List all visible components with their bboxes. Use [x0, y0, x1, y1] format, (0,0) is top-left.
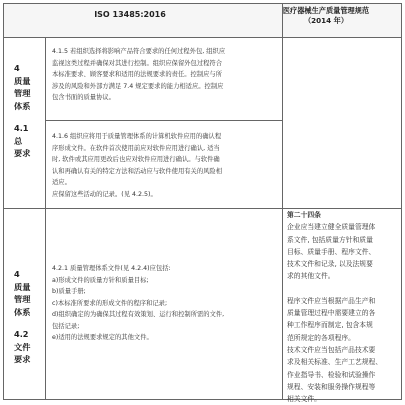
category-line: 要求: [14, 354, 31, 364]
clause-4-1-5: [52, 46, 280, 104]
article-title: 第二十四条: [287, 211, 321, 219]
category-line: 管理: [14, 294, 31, 304]
text-line: 本标准要求、顾客要求和适用的法规要求的责任。控制应与所: [52, 71, 223, 78]
table-header-divider: [3, 37, 402, 38]
category-line: 4: [14, 269, 20, 279]
text-line: 系文件, 包括质量方针和质量: [287, 235, 373, 244]
category-line: 4.1: [14, 123, 29, 133]
category-line: 总: [14, 135, 23, 146]
paragraph-spacer: [287, 283, 399, 295]
text-line: c)本标准所要求的形成文件的程序和记录;: [52, 299, 168, 307]
category-line: 要求: [14, 148, 31, 158]
category-line: 质量: [14, 281, 31, 292]
text-line: 技术文件应当包括产品技术要: [287, 345, 376, 354]
text-line: 4.1.6 组织应将用于质量管理体系的计算机软件应用的确认程: [52, 133, 222, 140]
category-spacer: [14, 318, 38, 328]
text-line: 适应。: [52, 179, 71, 186]
text-line: b)质量手册;: [52, 288, 86, 295]
text-line: 应保留这些活动的记录。(见 4.2.5)。: [52, 190, 157, 198]
text-line: e)适用的法规要求规定的其他文件。: [52, 334, 153, 341]
section1-category: [14, 62, 38, 160]
text-line: 认和再确认有关的特定方法和活动应与软件使用有关的风险相: [52, 167, 223, 175]
category-line: 文件: [14, 341, 31, 352]
text-line: 质量管理过程中需要建立的各: [287, 309, 376, 318]
table-border-top: [3, 3, 402, 4]
category-column-divider: [45, 37, 46, 399]
clause-4-1-6: [52, 131, 280, 200]
text-line: 包括记录;: [52, 322, 80, 330]
text-line: 相关文件。: [287, 395, 321, 404]
table-border-right: [401, 3, 402, 399]
category-line: 4: [14, 63, 20, 73]
text-line: 序形成文件。在软件首次使用前应对软件应用进行确认, 适当: [52, 144, 220, 152]
category-line: 4.2: [14, 329, 29, 339]
text-line: 求及相关标准、生产工艺规程、: [287, 358, 383, 367]
text-line: 目标、质量手册、程序文件、: [287, 247, 376, 256]
text-line: 包含书面的质量协议。: [52, 94, 115, 101]
section2-category: [14, 268, 38, 366]
text-line: 技术文件和记录, 以及法规要: [287, 260, 373, 269]
text-line: 范所规定的各项程序。: [287, 333, 355, 342]
clause-divider: [45, 120, 282, 121]
text-line: 种工作程序而制定, 包含本规: [287, 321, 373, 330]
gmp-title-line1: 医疗器械生产质量管理规范: [282, 6, 370, 15]
table-border-left: [3, 3, 4, 399]
category-line: 体系: [14, 100, 31, 111]
text-line: 监视这类过程并确保对其进行控制。组织应保留外包过程符合: [52, 59, 223, 67]
text-line: 规程、安装和服务操作规程等: [287, 382, 376, 391]
category-line: 质量: [14, 75, 31, 86]
category-spacer: [14, 112, 38, 122]
text-line: d)组织确定的为确保其过程有效策划、运行和控制所需的文件,: [52, 311, 225, 318]
text-line: 企业应当建立健全质量管理体: [287, 223, 376, 232]
standards-column-divider: [282, 3, 283, 399]
text-line: 求的其他文件。: [287, 272, 335, 281]
clause-4-2-1: [52, 263, 280, 344]
category-line: 体系: [14, 306, 31, 317]
gmp-title-line2: （2014 年）: [303, 16, 349, 25]
gmp-column-title: [262, 6, 390, 26]
article-24: [287, 209, 399, 405]
iso-column-title: ISO 13485:2016: [94, 10, 166, 19]
text-line: 程序文件应当根据产品生产和: [287, 296, 376, 305]
category-line: 管理: [14, 88, 31, 98]
text-line: 时, 软件或其应用更改后也应对软件应用进行确认。与软件确: [52, 156, 220, 163]
text-line: 4.1.5 若组织选择将影响产品符合要求的任何过程外包, 组织应: [52, 48, 226, 55]
text-line: 作业指导书、检验和试验操作: [287, 370, 376, 379]
text-line: 涉及的风险和外部方满足 7.4 规定要求的能力相适应。控制应: [52, 82, 224, 90]
text-line: a)形成文件的质量方针和质量目标;: [52, 276, 149, 284]
text-line: 4.2.1 质量管理体系文件(见 4.2.4)应包括:: [52, 265, 171, 272]
